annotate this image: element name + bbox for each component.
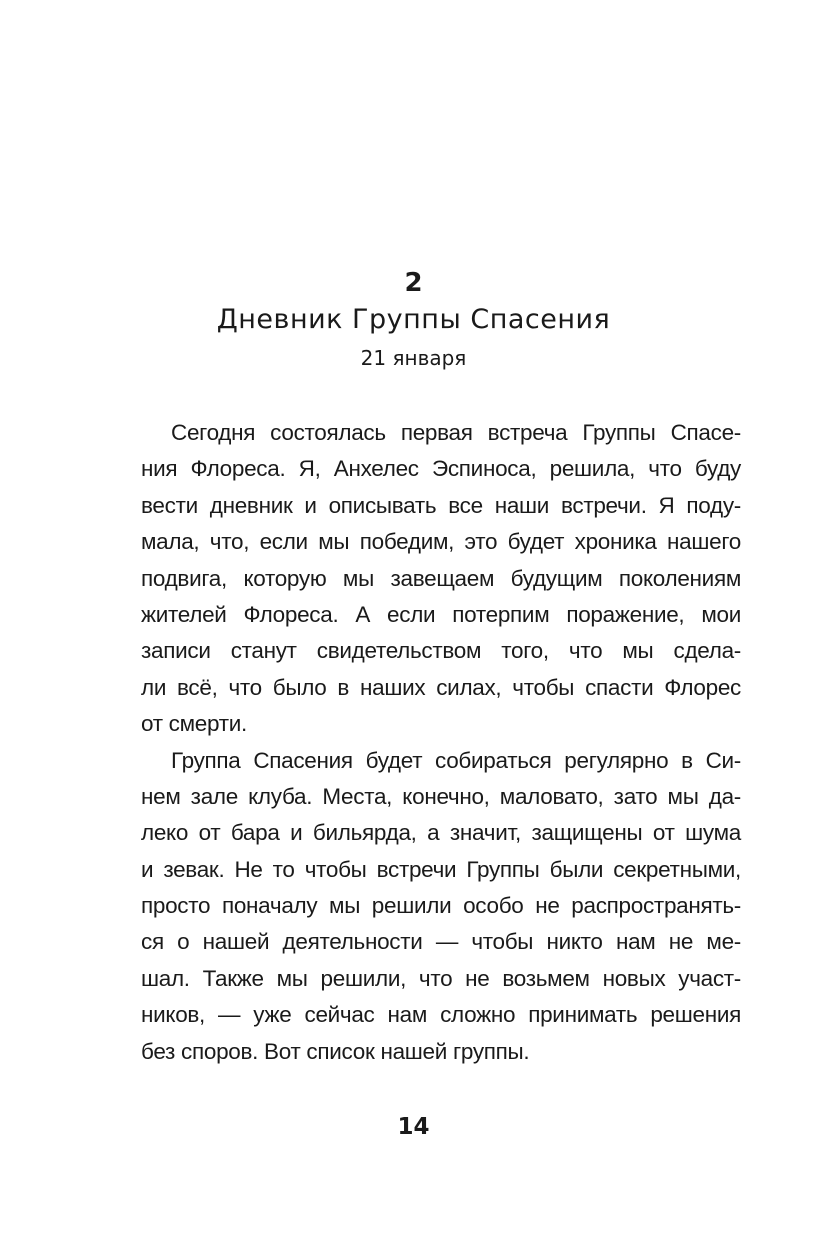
- text-line: и зевак. Не то чтобы встречи Группы были секретными,: [141, 856, 741, 882]
- text-line: без споров. Вот список нашей группы.: [141, 1038, 530, 1064]
- text-line: Сегодня состоялась первая встреча Группы Спасе-: [171, 420, 741, 445]
- text-line: шал. Также мы решили, что не возьмем новых участ-: [141, 965, 741, 991]
- text-line: жителей Флореса. А если потерпим поражение, мои: [141, 601, 741, 627]
- paragraph-2: [141, 743, 741, 1071]
- body-text: [141, 415, 741, 1070]
- paragraph-1: [141, 415, 741, 743]
- text-line: Группа Спасения будет собираться регулярно в Си-: [171, 747, 741, 773]
- text-line: ников, — уже сейчас нам сложно принимать решения: [141, 1002, 741, 1028]
- text-line: ли всё, что было в наших силах, чтобы спасти Флорес: [141, 674, 741, 700]
- text-line: леко от бара и бильярда, а значит, защищены от шума: [141, 820, 741, 846]
- page-number: 14: [397, 1114, 430, 1140]
- text-line: от смерти.: [141, 711, 247, 737]
- text-line: ся о нашей деятельности — чтобы никто нам не ме-: [141, 929, 741, 955]
- text-line: ния Флореса. Я, Анхелес Эспиноса, решила, что буду: [141, 456, 741, 482]
- chapter-title: Дневник Группы Спасения: [216, 304, 611, 335]
- chapter-number: 2: [404, 268, 423, 298]
- text-line: нем зале клуба. Места, конечно, маловато, зато мы да-: [141, 783, 741, 809]
- text-line: вести дневник и описывать все наши встречи. Я поду-: [141, 492, 741, 518]
- chapter-date: 21 января: [360, 346, 467, 370]
- text-line: просто поначалу мы решили особо не распространять-: [141, 893, 741, 919]
- text-line: подвига, которую мы завещаем будущим поколениям: [141, 565, 741, 591]
- text-line: записи станут свидетельством того, что мы сдела-: [141, 638, 741, 664]
- text-line: мала, что, если мы победим, это будет хроника нашего: [141, 529, 741, 555]
